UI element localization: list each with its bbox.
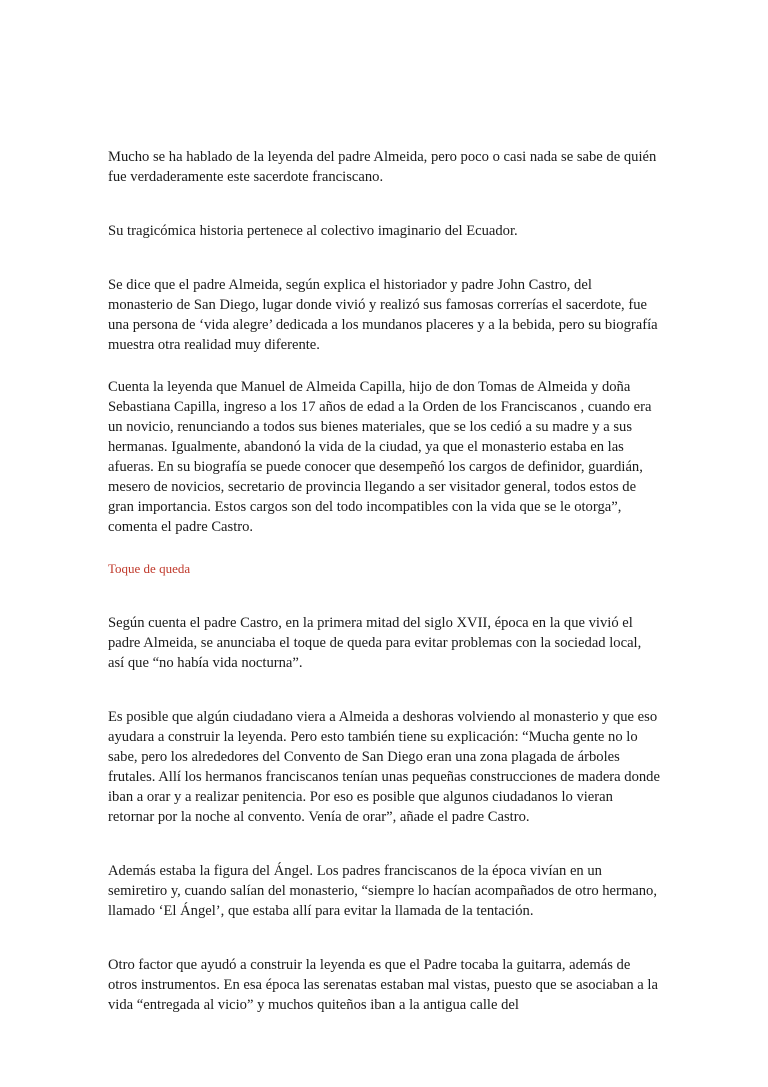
paragraph-almeida-description: Se dice que el padre Almeida, según explica el historiador y padre John Castro, del monasterio de San Diego, lugar donde vivió y realizó sus famosas correrías el sacerdote, fue una persona de ‘vida alegre’ dedicada a los mundanos placeres y a la bebida, pero su biografía muestra otra realidad muy diferente. xyxy=(108,277,658,353)
section-heading-toque-de-queda: Toque de queda xyxy=(108,561,191,576)
paragraph-history: Su tragicómica historia pertenece al colectivo imaginario del Ecuador. xyxy=(108,223,518,239)
paragraph-curfew: Según cuenta el padre Castro, en la primera mitad del siglo XVII, época en la que vivió el padre Almeida, se anunciaba el toque de queda para evitar problemas con la sociedad local, así que “no había vida nocturna”. xyxy=(108,615,642,671)
paragraph-guitar: Otro factor que ayudó a construir la leyenda es que el Padre tocaba la guitarra, además de otros instrumentos. En esa época las serenatas estaban mal vistas, puesto que se asociaban a la vida “entregada al vicio” y muchos quiteños iban a la antigua calle del xyxy=(108,957,658,1013)
paragraph-citizen: Es posible que algún ciudadano viera a Almeida a deshoras volviendo al monasterio y que eso ayudara a construir la leyenda. Pero esto también tiene su explicación: “Mucha gente no lo sabe, pero los alrededores del Convento de San Diego eran una zona plagada de árboles frutales. Allí los hermanos franciscanos tenían unas pequeñas construcciones de madera donde iban a orar y a realizar penitencia. Por eso es posible que algunos ciudadanos lo vieran retornar por la noche al convento. Venía de orar”, añade el padre Castro. xyxy=(108,709,660,825)
paragraph-legend: Cuenta la leyenda que Manuel de Almeida Capilla, hijo de don Tomas de Almeida y doña Sebastiana Capilla, ingreso a los 17 años de edad a la Orden de los Franciscanos , cuando era un novicio, renunciando a todos sus bienes materiales, que se los cedió a su madre y a sus hermanas. Igualmente, abandonó la vida de la ciudad, ya que el monasterio estaba en las afueras. En su biografía se puede conocer que desempeñó los cargos de definidor, guardián, mesero de novicios, secretario de provincia llegando a ser visitador general, todos estos de gran importancia. Estos cargos son del todo incompatibles con la vida que se le otorga”, comenta el padre Castro. xyxy=(108,379,652,535)
paragraph-intro: Mucho se ha hablado de la leyenda del padre Almeida, pero poco o casi nada se sabe de quién fue verdaderamente este sacerdote franciscano. xyxy=(108,149,657,185)
paragraph-angel: Además estaba la figura del Ángel. Los padres franciscanos de la época vivían en un semiretiro y, cuando salían del monasterio, “siempre lo hacían acompañados de otro hermano, llamado ‘El Ángel’, que estaba allí para evitar la llamada de la tentación. xyxy=(108,863,657,919)
document-page xyxy=(108,147,660,1015)
